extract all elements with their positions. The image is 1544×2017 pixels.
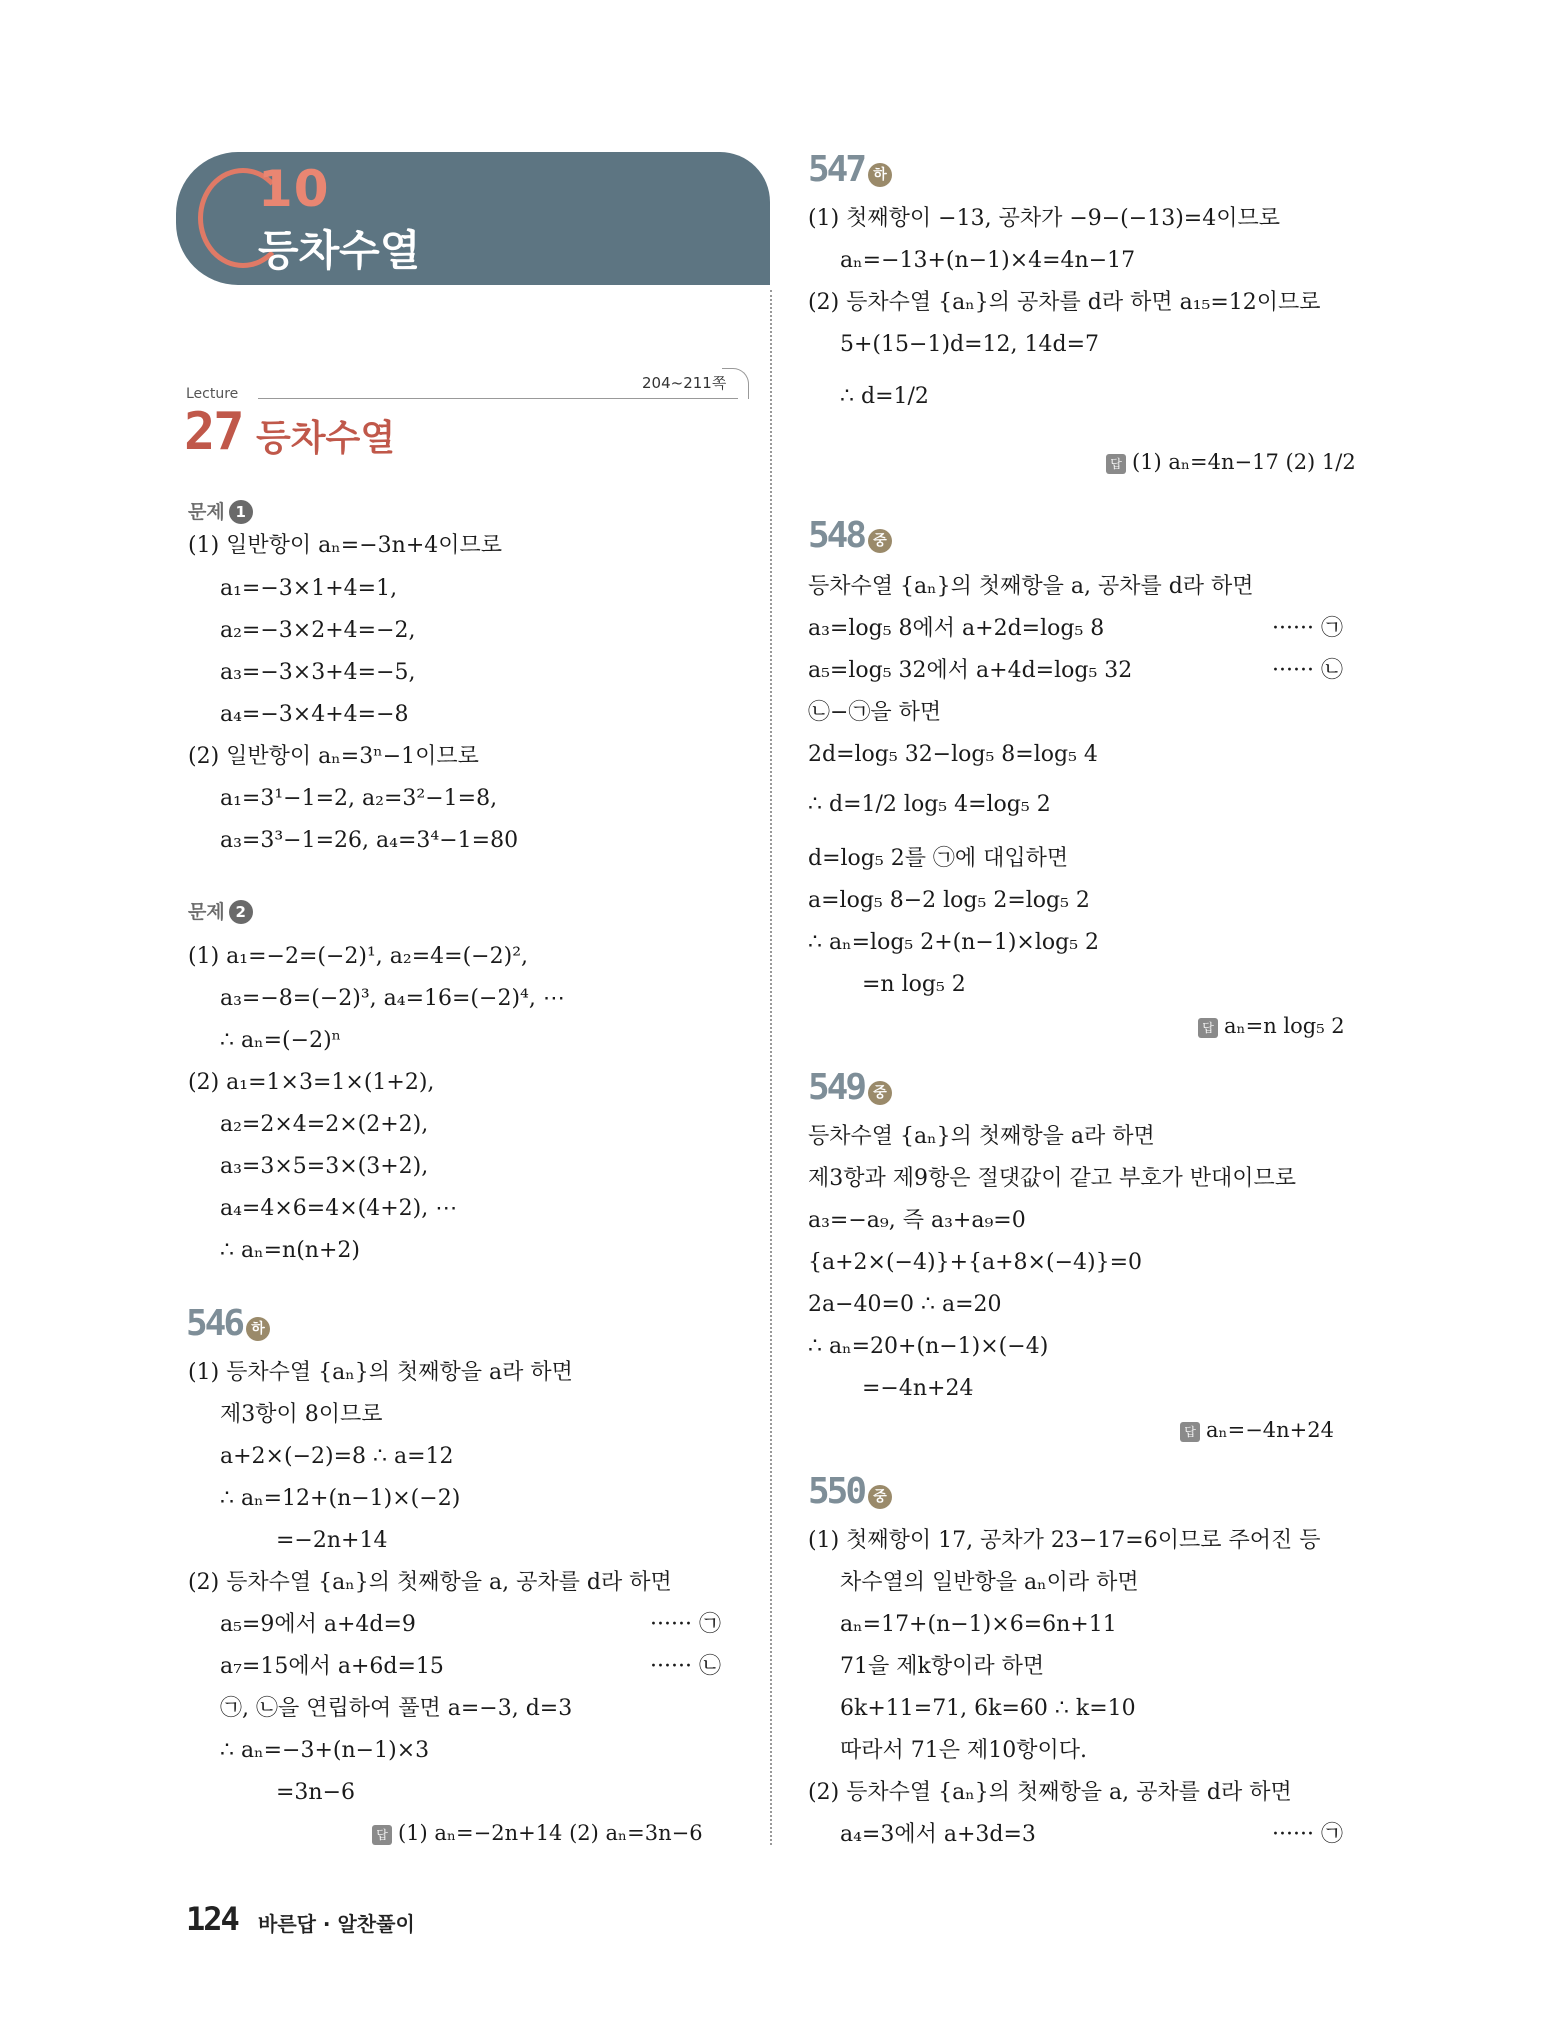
solution-line: (2) 일반항이 aₙ=3ⁿ−1이므로 [188, 744, 479, 769]
problem-tag: 문제 [188, 901, 225, 923]
solution-line: ∴ aₙ=(−2)ⁿ [220, 1028, 342, 1053]
lecture-label: Lecture [186, 386, 239, 402]
solution-line: =3n−6 [276, 1780, 356, 1805]
difficulty-badge: 하 [246, 1317, 270, 1341]
problem-number-badge: 2 [229, 900, 253, 924]
solution-line: a₃=−3×3+4=−5, [220, 660, 416, 685]
solution-line: 제3항이 8이므로 [220, 1402, 383, 1427]
solution-line: =n log₅ 2 [862, 972, 966, 997]
solution-line: a₃=3×5=3×(3+2), [220, 1154, 429, 1179]
answer-mark: 답 [1198, 1018, 1218, 1038]
lecture-title: 등차수열 [256, 418, 396, 459]
problem-1-heading [188, 500, 253, 524]
solution-line: a₄=4×6=4×(4+2), ⋯ [220, 1196, 458, 1221]
problem-number: 547 [808, 149, 865, 190]
equation-marker: ······ ㉠ [650, 1612, 721, 1637]
solution-line: a₇=15에서 a+6d=15 [220, 1654, 444, 1679]
solution-line: (1) 첫째항이 −13, 공차가 −9−(−13)=4이므로 [808, 206, 1280, 231]
solution-line: ∴ aₙ=12+(n−1)×(−2) [220, 1486, 461, 1511]
chapter-title: 등차수열 [258, 226, 421, 275]
solution-line: a₃=3³−1=26, a₄=3⁴−1=80 [220, 828, 519, 853]
solution-line: ㉠, ㉡을 연립하여 풀면 a=−3, d=3 [220, 1696, 573, 1721]
answer-line [372, 1823, 703, 1845]
answer-line [1106, 452, 1356, 474]
solution-line: ∴ aₙ=log₅ 2+(n−1)×log₅ 2 [808, 930, 1100, 955]
solution-line: 차수열의 일반항을 aₙ이라 하면 [840, 1570, 1139, 1595]
solution-line: a₁=−3×1+4=1, [220, 576, 398, 601]
solution-line: ∴ aₙ=−3+(n−1)×3 [220, 1738, 430, 1763]
solution-line: ∴ d=1/2 log₅ 4=log₅ 2 [808, 792, 1051, 817]
answer-line [1198, 1016, 1345, 1038]
solution-line: d=log₅ 2를 ㉠에 대입하면 [808, 846, 1069, 871]
solution-line: aₙ=−13+(n−1)×4=4n−17 [840, 248, 1136, 273]
lecture-page-range: 204~211쪽 [642, 374, 727, 392]
solution-line: a₂=2×4=2×(2+2), [220, 1112, 429, 1137]
problem-550-heading [808, 1471, 892, 1512]
lecture-rule [258, 398, 738, 399]
solution-line: (1) 첫째항이 17, 공차가 23−17=6이므로 주어진 등 [808, 1528, 1321, 1553]
solution-line: a₃=−a₉, 즉 a₃+a₉=0 [808, 1208, 1026, 1233]
solution-line: aₙ=17+(n−1)×6=6n+11 [840, 1612, 1117, 1637]
solution-line: 등차수열 {aₙ}의 첫째항을 a, 공차를 d라 하면 [808, 574, 1254, 599]
page-number: 124 [186, 1900, 238, 1938]
solution-line: a₃=log₅ 8에서 a+2d=log₅ 8 [808, 616, 1105, 641]
answer-mark: 답 [372, 1825, 392, 1845]
solution-line: 등차수열 {aₙ}의 첫째항을 a라 하면 [808, 1124, 1155, 1149]
solution-line: a=log₅ 8−2 log₅ 2=log₅ 2 [808, 888, 1090, 913]
problem-547-heading [808, 149, 892, 190]
problem-number-badge: 1 [229, 500, 253, 524]
problem-549-heading [808, 1067, 892, 1108]
answer-text: aₙ=−4n+24 [1206, 1418, 1334, 1442]
difficulty-badge: 중 [868, 1485, 892, 1509]
solution-line: (2) a₁=1×3=1×(1+2), [188, 1070, 435, 1095]
solution-line: a₃=−8=(−2)³, a₄=16=(−2)⁴, ⋯ [220, 986, 565, 1011]
answer-text: (1) aₙ=−2n+14 (2) aₙ=3n−6 [398, 1821, 703, 1845]
answer-text: (1) aₙ=4n−17 (2) 1/2 [1132, 450, 1356, 474]
difficulty-badge: 하 [868, 163, 892, 187]
problem-number: 546 [186, 1303, 243, 1344]
solution-line: a₁=3¹−1=2, a₂=3²−1=8, [220, 786, 498, 811]
solution-line: 따라서 71은 제10항이다. [840, 1738, 1087, 1763]
solution-line: 6k+11=71, 6k=60 ∴ k=10 [840, 1696, 1136, 1721]
solution-line: =−4n+24 [862, 1376, 974, 1401]
equation-marker: ······ ㉡ [650, 1654, 721, 1679]
problem-546-heading [186, 1303, 270, 1344]
chapter-number: 10 [258, 160, 330, 218]
problem-number: 550 [808, 1471, 865, 1512]
book-title: 바른답 · 알찬풀이 [258, 1912, 415, 1936]
problem-548-heading [808, 515, 892, 556]
solution-line: 제3항과 제9항은 절댓값이 같고 부호가 반대이므로 [808, 1166, 1297, 1191]
solution-line: (2) 등차수열 {aₙ}의 첫째항을 a, 공차를 d라 하면 [188, 1570, 672, 1595]
solution-line: (1) 등차수열 {aₙ}의 첫째항을 a라 하면 [188, 1360, 573, 1385]
solution-line: (2) 등차수열 {aₙ}의 공차를 d라 하면 a₁₅=12이므로 [808, 290, 1321, 315]
solution-line: ㉡−㉠을 하면 [808, 700, 942, 725]
solution-line: 2d=log₅ 32−log₅ 8=log₅ 4 [808, 742, 1098, 767]
solution-line: a₅=log₅ 32에서 a+4d=log₅ 32 [808, 658, 1133, 683]
answer-line [1180, 1420, 1334, 1442]
solution-line: (2) 등차수열 {aₙ}의 첫째항을 a, 공차를 d라 하면 [808, 1780, 1292, 1805]
equation-marker: ······ ㉠ [1272, 1822, 1343, 1847]
problem-number: 549 [808, 1067, 865, 1108]
solution-line: {a+2×(−4)}+{a+8×(−4)}=0 [808, 1250, 1143, 1275]
solution-line: 2a−40=0 ∴ a=20 [808, 1292, 1002, 1317]
difficulty-badge: 중 [868, 1081, 892, 1105]
problem-number: 548 [808, 515, 865, 556]
equation-marker: ······ ㉠ [1272, 616, 1343, 641]
solution-line: (1) a₁=−2=(−2)¹, a₂=4=(−2)², [188, 944, 529, 969]
answer-text: aₙ=n log₅ 2 [1224, 1014, 1345, 1038]
solution-line: 5+(15−1)d=12, 14d=7 [840, 332, 1100, 357]
solution-line: a+2×(−2)=8 ∴ a=12 [220, 1444, 454, 1469]
solution-line: ∴ d=1/2 [840, 384, 929, 409]
answer-mark: 답 [1106, 454, 1126, 474]
solution-line: a₄=−3×4+4=−8 [220, 702, 409, 727]
problem-2-heading [188, 900, 253, 924]
solution-line: ∴ aₙ=20+(n−1)×(−4) [808, 1334, 1049, 1359]
answer-mark: 답 [1180, 1422, 1200, 1442]
column-divider [770, 290, 772, 1845]
problem-tag: 문제 [188, 501, 225, 523]
solution-line: =−2n+14 [276, 1528, 388, 1553]
equation-marker: ······ ㉡ [1272, 658, 1343, 683]
solution-line: (1) 일반항이 aₙ=−3n+4이므로 [188, 533, 503, 558]
lecture-number: 27 [184, 402, 243, 462]
solution-line: a₅=9에서 a+4d=9 [220, 1612, 416, 1637]
solution-line: a₂=−3×2+4=−2, [220, 618, 416, 643]
solution-line: a₄=3에서 a+3d=3 [840, 1822, 1036, 1847]
solution-line: ∴ aₙ=n(n+2) [220, 1238, 360, 1263]
solution-line: 71을 제k항이라 하면 [840, 1654, 1045, 1679]
difficulty-badge: 중 [868, 529, 892, 553]
